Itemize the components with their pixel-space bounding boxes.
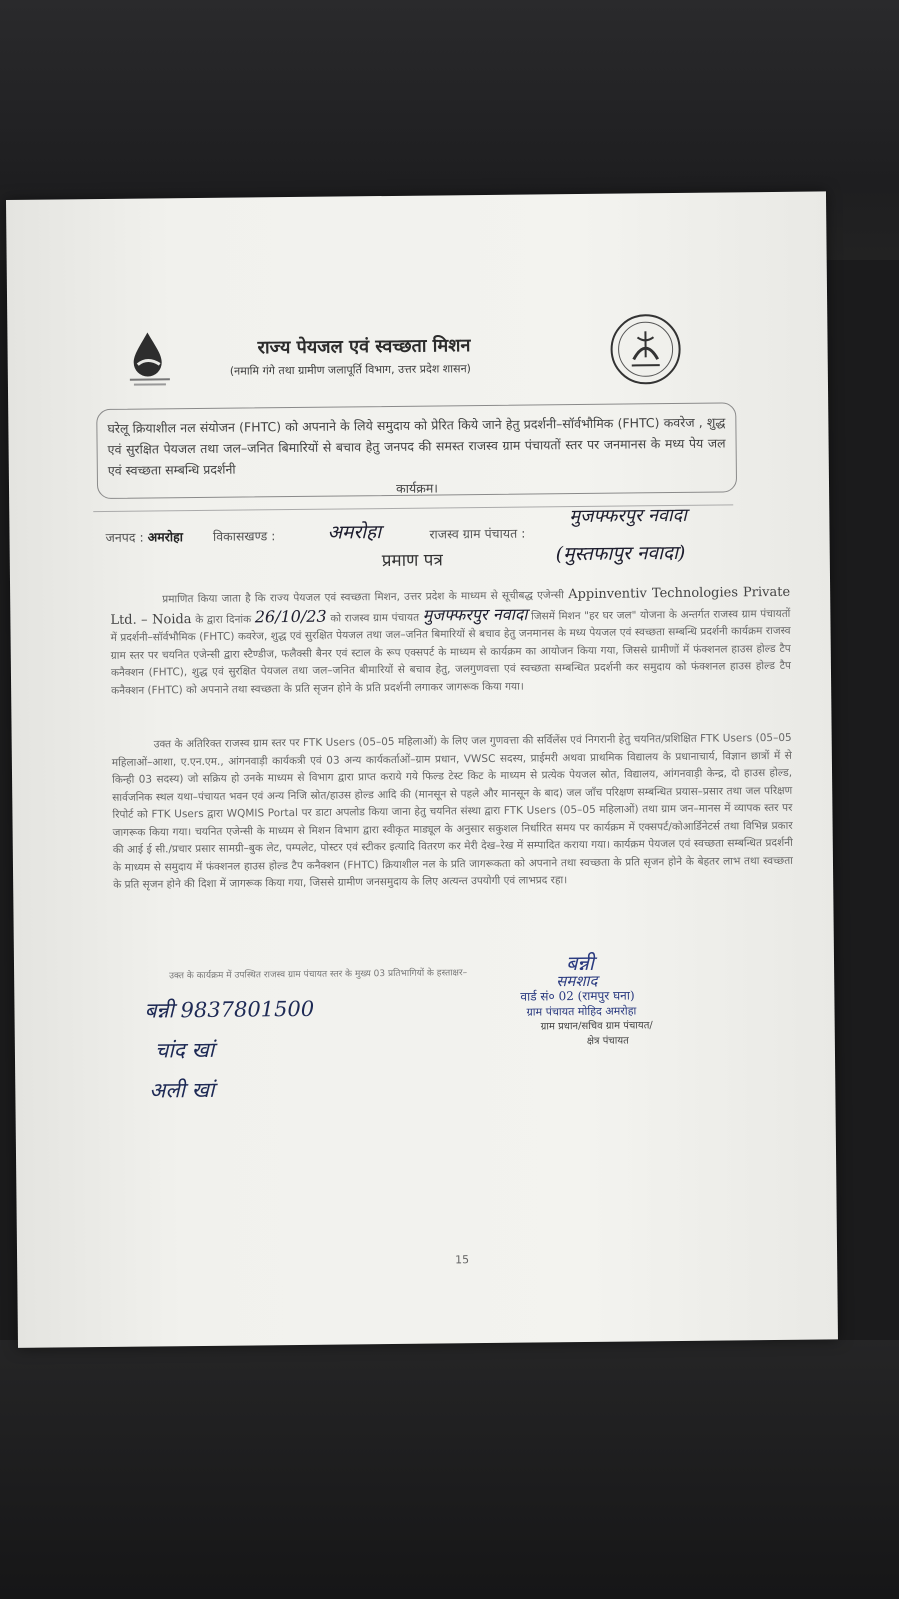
stamp-signature: बन्नी (565, 950, 595, 976)
mission-title: राज्य पेयजल एवं स्वच्छता मिशन (257, 335, 471, 359)
participant-signature-2: चांद खां (154, 1037, 215, 1063)
stamp-name: समशाद (556, 971, 598, 991)
stamp-ward: वार्ड सं० 02 (रामपुर घना) (520, 988, 635, 1004)
program-description-end: कार्यक्रम। (396, 480, 439, 496)
participant-signature-3: अली खां (149, 1077, 215, 1103)
district-label: जनपद : (105, 529, 144, 545)
block-label: विकासखण्ड : (212, 528, 276, 544)
gp-label: राजस्व ग्राम पंचायत : (429, 525, 526, 542)
up-government-seal-icon (607, 311, 684, 388)
para1-part-c: को राजस्व ग्राम पंचायत (330, 611, 420, 625)
district-value: अमरोहा (147, 529, 184, 545)
para1-part-a: प्रमाणित किया जाता है कि राज्य पेयजल एवं स्वच्छता मिशन, उत्तर प्रदेश के माध्यम से सूचीबद्ध एजेन्सी (162, 589, 564, 606)
participant-signature-1: बन्नी 9837801500 (144, 996, 315, 1023)
program-description: घरेलू क्रियाशील नल संयोजन (FHTC) को अपनाने के लिये समुदाय को प्रेरित किये जाने हेतु प्रदर्शनी–सॉर्वभौमिक (FHTC) कवरेज , शुद्ध एवं सुरक्षित पेयजल तथा जल–जनित बिमारियों से बचाव हेतु जनपद की समस्त राजस्व ग्राम पंचायतों स्तर पर जनमानस के मध्य पेय जल एवं स्वच्छता सम्बन्धि प्रदर्शनी (107, 414, 726, 478)
mission-subtitle: (नमामि गंगे तथा ग्रामीण जलापूर्ति विभाग, उत्तर प्रदेश शासन) (229, 362, 472, 378)
para1-part-d: जिसमें मिशन "हर घर जल" योजना के अन्तर्गत राजस्व ग्राम पंचायतों में प्रदर्शनी–सॉर्वभौमिक (FHTC) कवरेज, शुद्ध एवं सुरक्षित पेयजल तथा जल–जनित बिमारियों से बचाव हेतु जनमानस के मध्य पेयजल एवं स्वच्छता सम्बन्धि प्रदर्शनी कार्यक्रम राजस्व ग्राम स्तर पर चयनित एजेन्सी द्वारा स्टैण्डीज, फलैक्सी बैनर एवं स्टाल के रूप एक्सपर्ट के माध्यम से कार्यक्रम का आयोजन किया गया, जिससे ग्रामीणों में फंक्शनल हाउस होल्ड टैप कनैक्शन (FHTC), शुद्ध एवं सुरक्षित पेयजल तथा जल–जनित बीमारियों से बचाव हेतु, जलगुणवत्ता एवं स्वच्छता सम्बन्धित प्रदर्शनी कर समुदाय को फंक्शनल हाउस होल्ड टैप कनैक्शन (FHTC) को अपनाने तथा स्वच्छता के प्रति सृजन होने के प्रति प्रदर्शनी लगाकर जागरूक किया गया। (110, 607, 791, 697)
background-bottom (0, 1340, 899, 1599)
agency-name: Appinventiv Technologies Private Ltd. – Noida (110, 584, 791, 628)
stamp-role: ग्राम प्रधान/सचिव ग्राम पंचायत/ (540, 1020, 653, 1033)
certificate-paragraph-1 (110, 584, 791, 700)
stamp-org: ग्राम पंचायत मोहिद अमरोहा (526, 1004, 637, 1019)
page-number: 15 (455, 1253, 470, 1267)
document-page (6, 191, 838, 1348)
program-description-box (96, 402, 737, 499)
para1-part-b: के द्वारा दिनांक (195, 612, 252, 626)
har-ghar-jal-logo-icon (125, 328, 186, 389)
gp-inline-handwritten: मुजफ्फरपुर नवादा (422, 604, 528, 625)
date-handwritten: 26/10/23 (254, 606, 327, 626)
certificate-title: प्रमाण पत्र (381, 550, 443, 572)
signatures-caption: उक्त के कार्यक्रम में उपस्थित राजस्व ग्राम पंचायत स्तर के मुख्य 03 प्रतिभागियों के हस्ताक्षर– (169, 968, 468, 982)
block-value-handwritten: अमरोहा (327, 521, 382, 544)
stamp-role-2: क्षेत्र पंचायत (586, 1035, 629, 1047)
gp-value-handwritten: मुजफ्फरपुर नवादा (569, 504, 687, 528)
district-row (105, 525, 525, 546)
gp-value-handwritten-2: (मुस्तफापुर नवादा) (555, 541, 686, 566)
official-stamp (516, 951, 717, 1063)
certificate-paragraph-2: उक्त के अतिरिक्त राजस्व ग्राम स्तर पर FTK Users (05–05 महिलाओं) के लिए जल गुणवत्ता की सर्विलेंस एवं निगरानी हेतु चयनित/प्रशिक्षित FTK Users (05–05 महिलाओं–आशा, ए.एन.एम., आंगनवाड़ी कार्यकत्री एवं 03 अन्य कार्यकर्ताओं–ग्राम प्रधान, VWSC सदस्य, प्राईमरी अथवा प्राथमिक विद्यालय के प्रधानाचार्य, विज्ञान छात्रों में से किन्ही 03 सदस्य) जो सक्रिय हो उनके माध्यम से विभाग द्वारा प्राप्त कराये गये फिल्ड टेस्ट किट के माध्यम से प्रत्येक पेयजल स्रोत, विद्यालय, आंगनवाड़ी केन्द्र, दो हाउस होल्ड, सार्वजनिक स्थल यथा–पंचायत भवन एवं अन्य निजि स्रोत/हाउस होल्ड आदि की (मानसून से पहले और मानसून के बाद) जल जाँच परिक्षण सम्बन्धित प्रयास–प्रसार तथा जल परिक्षण रिपोर्ट को FTK Users द्वारा WQMIS Portal पर डाटा अपलोड किया जाना हेतु चयनित संस्था द्वारा FTK Users (05–05 महिलाओं) तथा ग्राम जन–मानस में व्यापक स्तर पर जागरूक किया गया। चयनित एजेन्सी के माध्यम से मिशन विभाग द्वारा स्वीकृत माड्यूल के अनुसार सकुशल निर्धारित समय पर कार्यक्रम में एक्सपर्ट/कोआर्डिनेटर्स तथा विभिन्न प्रकार की आई ई सी./प्रचार प्रसार सामग्री–बुक लेट, पम्पलेट, पोस्टर एवं स्टीकर इत्यादि वितरण कर मेरी देख–रेख में सम्पादित कराया गया। कार्यक्रम पेयजल एवं स्वच्छता सम्बन्धित प्रदर्शनी के माध्यम से समुदाय में फंक्शनल हाउस होल्ड टैप कनैक्शन (FHTC) क्रियाशील नल के प्रति जागरूकता को अपनाने तथा स्वच्छता के प्रति सृजन होने के बेहतर लाभ तथा स्वच्छता के प्रति सृजन होने की दिशा में जागरूक किया गया, जिससे ग्रामीण जनसमुदाय के लिए अत्यन्त उपयोगी एवं लाभप्रद रहा। (111, 731, 794, 891)
